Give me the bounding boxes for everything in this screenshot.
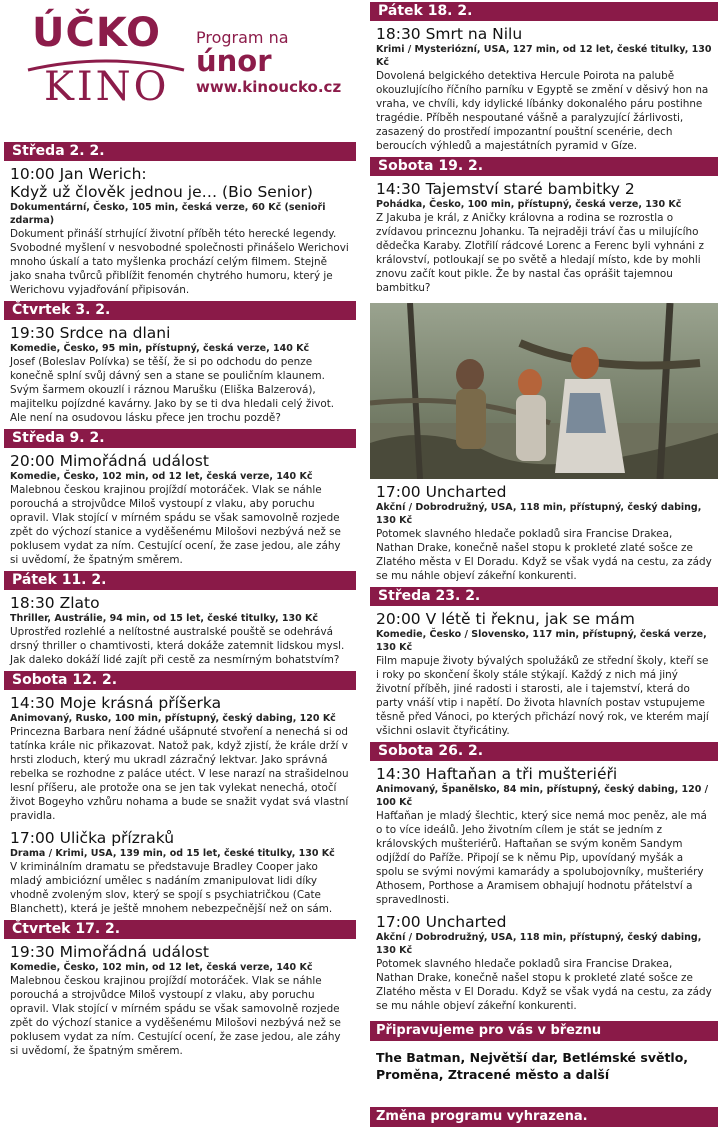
logo-bottom-text: KINO <box>44 64 170 110</box>
page-header <box>4 0 356 140</box>
day-header: Středa 9. 2. <box>4 429 356 448</box>
event-title[interactable]: 14:30 Moje krásná příšerka <box>10 694 222 712</box>
event-meta: Animovaný, Španělsko, 84 min, přístupný, český dabing, 120 / 100 Kč <box>376 784 709 808</box>
event-description: Princezna Barbara není žádné ušápnuté stvoření a nenechá si od tatínka krále nic přikazovat. Natož pak, když zjistí, že krále drží v hrsti zloduch, který mu ukradl zázračný lektvar. Jako správná rebelka se rozhodne z paláce utéct. V lese narazí na strašidelnou lesní příšeru, ale protože ona se jen tak vylekat nenechá, otočí život Bogeyho vzhůru nohama a bude se snažit vydat svá vlastní pravidla. <box>10 726 349 822</box>
movie-still-image <box>370 303 718 479</box>
event-title[interactable]: 18:30 Zlato <box>10 594 100 612</box>
event-description: Film mapuje životy bývalých spolužáků ze střední školy, kteří se i roky po skončení školy stále stýkají. Každý z nich má jiný životní příběh, jiné radosti i starosti, ale i tajemství, která do party vnáší vtip i napětí. Do života hlavních postav vstupujeme těsně před Vánoci, po kterých přichází nový rok, ve kterém mají všichni oslavit čtyřicátiny. <box>376 655 709 737</box>
program-event <box>4 825 356 918</box>
left-column <box>4 0 356 1060</box>
event-title[interactable]: 10:00 Jan Werich: Když už člověk jednou je… (Bio Senior) <box>10 165 313 201</box>
program-event <box>370 761 718 909</box>
event-meta: Drama / Krimi, USA, 139 min, od 15 let, české titulky, 130 Kč <box>10 848 335 859</box>
kino-logo <box>22 6 187 110</box>
day-header: Sobota 26. 2. <box>370 742 718 761</box>
program-event <box>4 590 356 669</box>
right-column <box>370 0 718 1127</box>
event-description: Malebnou českou krajinou projíždí motoráček. Vlak se náhle porouchá a strojvůdce Miloš vystoupí z vlaku, aby poruchu opravil. Vlak stojící v mírném spádu se však samovolně rozjede zpět do výchozí stanice a vyděšenému Milošovi nezbývá než se poklusem vydat za ním. Cestující ocení, že zase jedou, ale záhy si uvědomí, že špatným směrem. <box>10 484 341 566</box>
right-program-list-b <box>370 479 718 585</box>
event-meta: Akční / Dobrodružný, USA, 118 min, přístupný, český dabing, 130 Kč <box>376 502 702 526</box>
program-event <box>370 909 718 1015</box>
day-header: Středa 23. 2. <box>370 587 718 606</box>
program-event <box>4 690 356 825</box>
event-meta: Komedie, Česko, 95 min, přístupný, česká verze, 140 Kč <box>10 343 310 354</box>
left-program-list <box>4 142 356 1060</box>
program-event <box>370 176 718 297</box>
event-title[interactable]: 14:30 Haftaňan a tři mušteriéři <box>376 765 618 783</box>
event-title[interactable]: 18:30 Smrt na Nilu <box>376 25 523 43</box>
event-title[interactable]: 19:30 Mimořádná událost <box>10 943 209 961</box>
event-meta: Animovaný, Rusko, 100 min, přístupný, český dabing, 120 Kč <box>10 713 336 724</box>
website-link[interactable]: www.kinoucko.cz <box>196 78 342 96</box>
day-header: Čtvrtek 3. 2. <box>4 301 356 320</box>
event-title[interactable]: 14:30 Tajemství staré bambitky 2 <box>376 180 635 198</box>
day-header: Čtvrtek 17. 2. <box>4 920 356 939</box>
event-description: Uprostřed rozlehlé a nelítostné australské pouště se odehrává drsný thriller o chamtivosti, která dokáže zatemnit lidskou mysl. Jak daleko dokáží lidé zajít při cestě za nesmírným bohatstvím? <box>10 626 345 666</box>
event-description: Malebnou českou krajinou projíždí motoráček. Vlak se náhle porouchá a strojvůdce Miloš vystoupí z vlaku, aby poruchu opravil. Vlak stojící v mírném spádu se však samovolně rozjede zpět do výchozí stanice a vyděšenému Milošovi nezbývá než se poklusem vydat za ním. Cestující ocení, že zase jedou, ale záhy si uvědomí, že špatným směrem. <box>10 975 341 1057</box>
event-description: Z Jakuba je král, z Aničky královna a rodina se rozrostla o zvídavou princeznu Johanku. Ta nejraději tráví čas u milujícího dědečka Karaby. Zlotřilí rádcové Lorenc a Ferenc byli vyhnáni z království, potloukají se po světě a hledají místo, kde by mohli znovu začít kout pikle. Že by nastal čas oprášit tajemnou bambitku? <box>376 212 704 294</box>
program-month: únor <box>196 44 272 78</box>
upcoming-list: The Batman, Největší dar, Betlémské světlo, Proměna, Ztracené město a další <box>376 1050 689 1082</box>
event-description: Hafťaňan je mladý šlechtic, který sice nemá moc peněz, ale má o to více ideálů. Jeho životním cílem je stát se jedním z královských mušteriérů. Haftaňan se svým koněm Sandym odjíždí do Paříže. Připojí se k němu Pip, upovídaný myšák a spolu se svými novými kamarády a spolubojovníky, mušteriéry Athosem, Porthose a Aramisem obhajují hodnotu přátelství a spravedlnosti. <box>376 810 707 906</box>
event-meta: Pohádka, Česko, 100 min, přístupný, česká verze, 130 Kč <box>376 199 682 210</box>
event-meta: Krimi / Mysteriózní, USA, 127 min, od 12 let, české titulky, 130 Kč <box>376 44 712 68</box>
event-title[interactable]: 17:00 Ulička přízraků <box>10 829 175 847</box>
day-header: Pátek 11. 2. <box>4 571 356 590</box>
right-program-list-a <box>370 2 718 297</box>
event-meta: Thriller, Austrálie, 94 min, od 15 let, české titulky, 130 Kč <box>10 613 319 624</box>
event-description: Dokument přináší strhující životní příběh této herecké legendy. Svobodné myšlení v nesvobodné společnosti přinášelo Werichovi mnoho úskalí a tato myšlenka prochází celým filmem. Stejně jako snaha tvůrců přiblížit fenomén chytrého humoru, který je Werichovu vyjadřování připisován. <box>10 228 349 296</box>
logo-top-text: ÚČKO <box>32 10 162 56</box>
event-description: Dovolená belgického detektiva Hercule Poirota na palubě okouzlujícího říčního parníku v Egyptě se změní v děsivý hon na vraha, ve chvíli, kdy idylické líbánky dokonalého páru postihne tragédie. Příběh nespoutané vášně a paralyzující žárlivosti, zasazený do prostředí impozantní pouštní scenérie, dech beroucích výhledů a majestátních pyramid v Gíze. <box>376 70 709 152</box>
event-meta: Komedie, Česko, 102 min, od 12 let, česká verze, 140 Kč <box>10 962 313 973</box>
program-event <box>4 939 356 1060</box>
program-event <box>370 21 718 155</box>
event-description: Potomek slavného hledače pokladů sira Francise Drakea, Nathan Drake, konečně našel stopu k prokleté zlaté sošce ze Zlatého města v El Doradu. Když se však vydá na cestu, za zády se mu náhle objeví zákeřní konkurenti. <box>376 958 712 1012</box>
event-meta: Dokumentární, Česko, 105 min, česká verze, 60 Kč (senioři zdarma) <box>10 202 326 226</box>
event-title[interactable]: 20:00 V létě ti řeknu, jak se mám <box>376 610 635 628</box>
day-header: Sobota 12. 2. <box>4 671 356 690</box>
event-description: Potomek slavného hledače pokladů sira Francise Drakea, Nathan Drake, konečně našel stopu k prokleté zlaté sošce ze Zlatého města v El Doradu. Když se však vydá na cestu, za zády se mu náhle objeví zákeřní konkurenti. <box>376 528 712 582</box>
event-title[interactable]: 20:00 Mimořádná událost <box>10 452 209 470</box>
forest-scene-illustration <box>370 303 718 479</box>
day-header: Sobota 19. 2. <box>370 157 718 176</box>
program-event <box>4 320 356 427</box>
upcoming-title: Připravujeme pro vás v březnu <box>370 1021 718 1041</box>
event-title[interactable]: 17:00 Uncharted <box>376 913 507 931</box>
program-event <box>4 161 356 299</box>
event-meta: Komedie, Česko, 102 min, od 12 let, česká verze, 140 Kč <box>10 471 313 482</box>
change-notice: Změna programu vyhrazena. <box>370 1107 718 1127</box>
event-description: V kriminálním dramatu se představuje Bradley Cooper jako mladý ambiciózní umělec s nadáním zmanipulovat lidi díky vhodně zvoleným slov, který se spojí s psychiatričkou (Cate Blanchett), která je ještě mnohem nebezpečnější než on sám. <box>10 861 333 915</box>
program-event <box>4 448 356 569</box>
event-title[interactable]: 19:30 Srdce na dlani <box>10 324 171 342</box>
day-header: Pátek 18. 2. <box>370 2 718 21</box>
event-meta: Komedie, Česko / Slovensko, 117 min, přístupný, česká verze, 130 Kč <box>376 629 707 653</box>
program-event <box>370 479 718 585</box>
program-event <box>370 606 718 740</box>
day-header: Středa 2. 2. <box>4 142 356 161</box>
program-label: Program na <box>196 28 289 47</box>
event-title[interactable]: 17:00 Uncharted <box>376 483 507 501</box>
event-meta: Akční / Dobrodružný, USA, 118 min, přístupný, český dabing, 130 Kč <box>376 932 702 956</box>
right-program-list-c <box>370 587 718 1015</box>
event-description: Josef (Boleslav Polívka) se těší, že si po odchodu do penze konečně splní svůj dávný sen a stane se pouličním klaunem. Svým šarmem okouzlí i ráznou Marušku (Eliška Balzerová), majitelku pojízdné kavárny. Jako by se ti dva hledali celý život. Ale není na osudovou lásku přece jen trochu pozdě? <box>10 356 335 424</box>
